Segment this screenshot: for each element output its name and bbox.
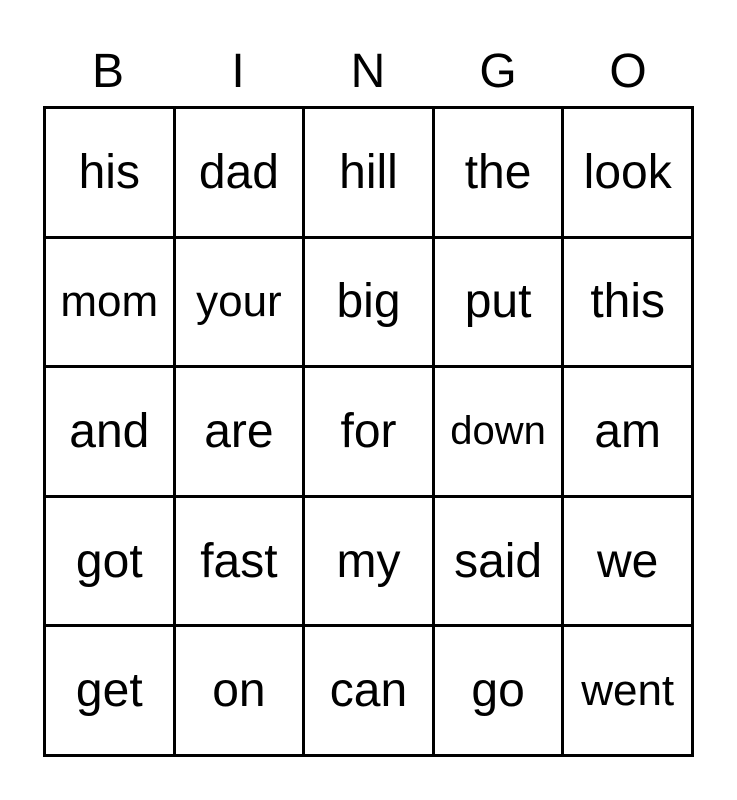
bingo-cell: go xyxy=(435,627,565,757)
header-letter-g: G xyxy=(479,45,517,98)
bingo-cell: can xyxy=(305,627,435,757)
bingo-cell: am xyxy=(564,368,694,498)
bingo-cell: his xyxy=(46,109,176,239)
bingo-cell: your xyxy=(176,239,306,369)
header-letter-n: N xyxy=(350,45,386,98)
bingo-cell: hill xyxy=(305,109,435,239)
bingo-cell: down xyxy=(435,368,565,498)
bingo-card-grid xyxy=(43,106,694,757)
bingo-cell: got xyxy=(46,498,176,628)
header-letter-o: O xyxy=(609,45,647,98)
bingo-cell: for xyxy=(305,368,435,498)
bingo-cell: the xyxy=(435,109,565,239)
bingo-cell: big xyxy=(305,239,435,369)
bingo-cell: dad xyxy=(176,109,306,239)
bingo-cell: get xyxy=(46,627,176,757)
bingo-cell: and xyxy=(46,368,176,498)
bingo-cell: look xyxy=(564,109,694,239)
bingo-cell: mom xyxy=(46,239,176,369)
bingo-cell: said xyxy=(435,498,565,628)
bingo-cell: are xyxy=(176,368,306,498)
header-letter-b: B xyxy=(91,45,124,98)
bingo-cell: my xyxy=(305,498,435,628)
bingo-header xyxy=(43,40,694,104)
bingo-cell: on xyxy=(176,627,306,757)
bingo-cell: we xyxy=(564,498,694,628)
bingo-cell: fast xyxy=(176,498,306,628)
bingo-cell: this xyxy=(564,239,694,369)
bingo-cell: put xyxy=(435,239,565,369)
bingo-cell: went xyxy=(564,627,694,757)
header-letter-i: I xyxy=(231,45,245,98)
